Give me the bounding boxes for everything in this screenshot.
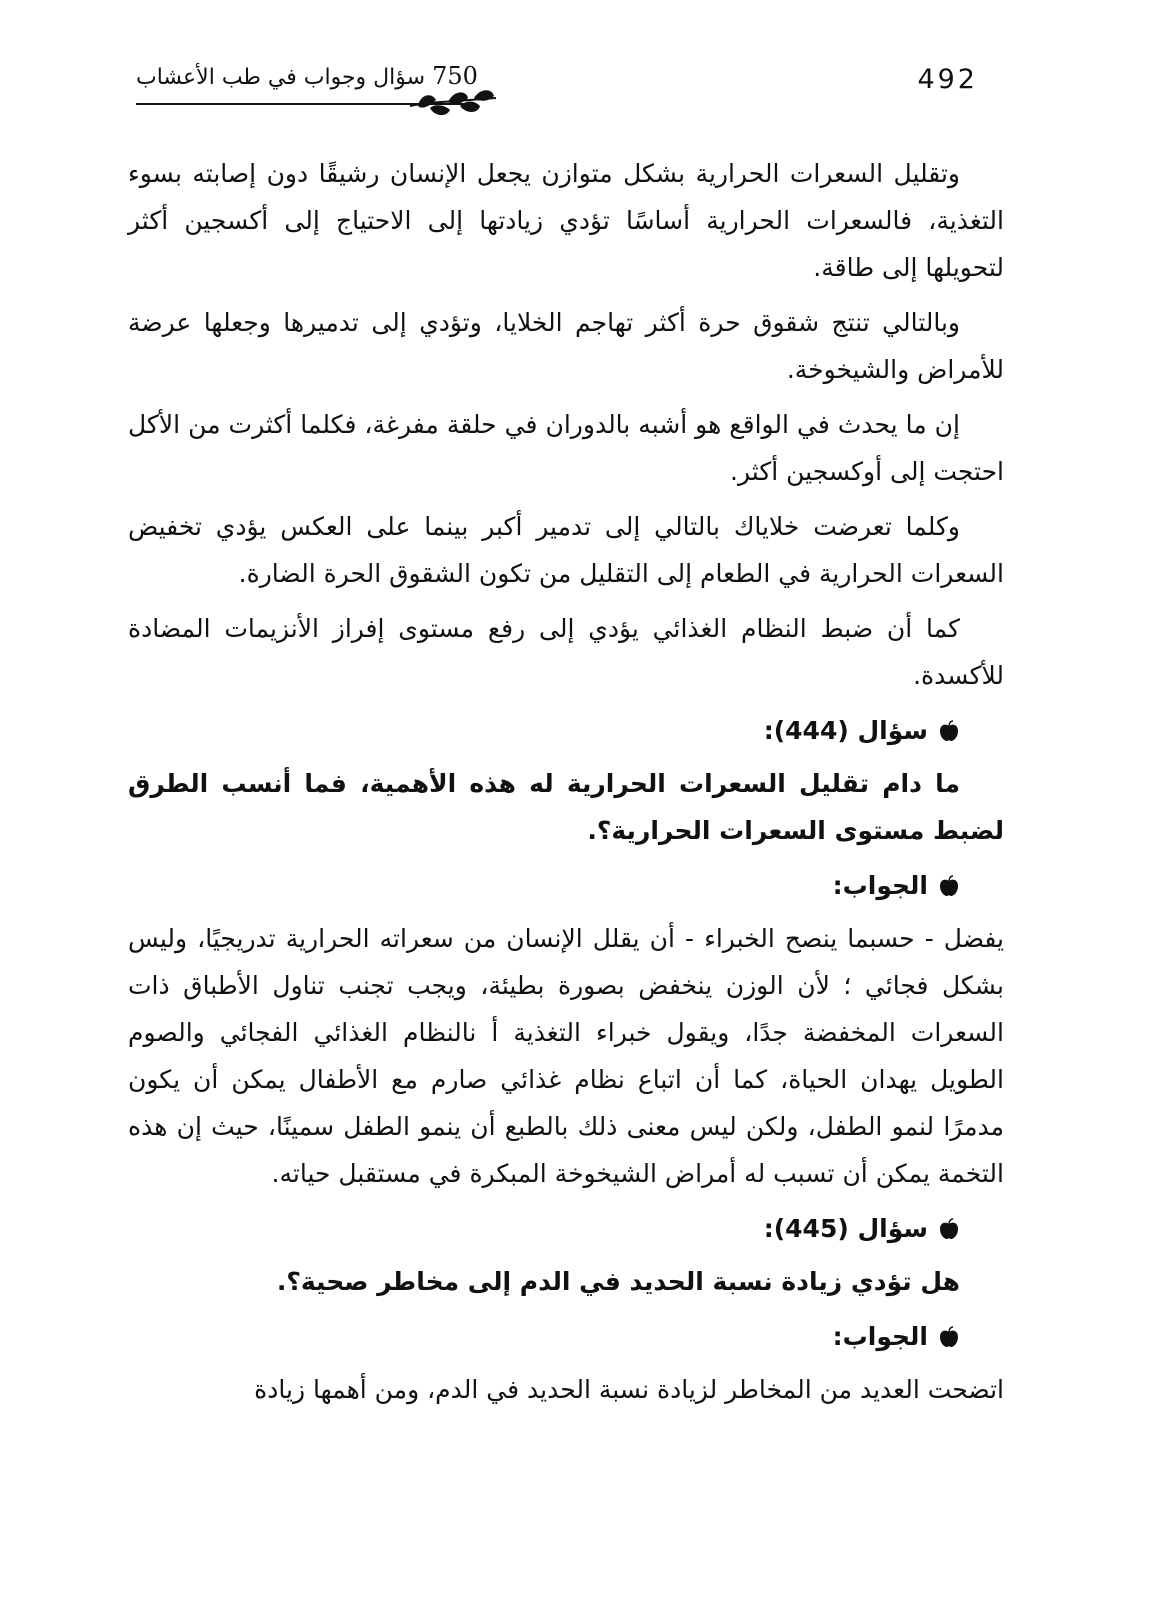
answer-444-text: يفضل - حسبما ينصح الخبراء - أن يقلل الإنسان من سعراته الحرارية تدريجيًا، وليس بشكل فجائي ؛ لأن الوزن ينخفض بصورة بطيئة، ويجب تجنب تناول الأطباق ذات السعرات المخفضة جدًا، ويقول خبراء التغذية أ نالنظام الغذائي الفجائي والصوم الطويل يهدان الحياة، كما أن اتباع نظام غذائي صارم مع الأطفال يمكن أن يكون مدمرًا لنمو الطفل، ولكن ليس معنى ذلك بالطبع أن ينمو الطفل سمينًا، حيث إن هذه التخمة يمكن أن تسبب له أمراض الشيخوخة المبكرة في مستقبل حياته. — [128, 924, 1004, 1188]
apple-icon — [938, 720, 960, 742]
running-title-text: سؤال وجواب في طب الأعشاب — [136, 65, 426, 90]
paragraph-2: وبالتالي تنتج شقوق حرة أكثر تهاجم الخلايا، وتؤدي إلى تدميرها وجعلها عرضة للأمراض والشيخوخة. — [128, 308, 1004, 384]
leaf-ornament-icon — [408, 86, 498, 122]
answer-445-heading — [128, 1313, 1004, 1360]
paragraph-5: كما أن ضبط النظام الغذائي يؤدي إلى رفع مستوى إفراز الأنزيمات المضادة للأكسدة. — [128, 614, 1004, 690]
apple-icon — [938, 875, 960, 897]
question-444-text: ما دام تقليل السعرات الحرارية له هذه الأهمية، فما أنسب الطرق لضبط مستوى السعرات الحرارية؟. — [128, 769, 1004, 845]
question-444-heading — [128, 707, 1004, 754]
apple-icon — [938, 1326, 960, 1348]
question-445-text: هل تؤدي زيادة نسبة الحديد في الدم إلى مخاطر صحية؟. — [276, 1267, 960, 1296]
apple-icon — [938, 1218, 960, 1240]
page-header — [128, 58, 988, 128]
page-body — [128, 150, 1004, 1421]
running-title-number: 750 — [432, 62, 478, 90]
answer-445-label: الجواب: — [832, 1322, 928, 1351]
answer-445-text: اتضحت العديد من المخاطر لزيادة نسبة الحديد في الدم، ومن أهمها زيادة — [254, 1375, 1004, 1404]
question-444-label: سؤال (444): — [763, 716, 928, 745]
page-number: 492 — [917, 64, 978, 95]
paragraph-1: وتقليل السعرات الحرارية بشكل متوازن يجعل الإنسان رشيقًا دون إصابته بسوء التغذية، فالسعرات الحرارية أساسًا تؤدي زيادتها إلى الاحتياج إلى أكسجين أكثر لتحويلها إلى طاقة. — [128, 159, 1004, 282]
paragraph-4: وكلما تعرضت خلاياك بالتالي إلى تدمير أكبر بينما على العكس يؤدي تخفيض السعرات الحرارية في الطعام إلى التقليل من تكون الشقوق الحرة الضارة. — [128, 512, 1004, 588]
question-445-heading — [128, 1205, 1004, 1252]
paragraph-3: إن ما يحدث في الواقع هو أشبه بالدوران في حلقة مفرغة، فكلما أكثرت من الأكل احتجت إلى أوكسجين أكثر. — [128, 410, 1004, 486]
question-445-label: سؤال (445): — [763, 1214, 928, 1243]
answer-444-heading — [128, 862, 1004, 909]
answer-444-label: الجواب: — [832, 871, 928, 900]
